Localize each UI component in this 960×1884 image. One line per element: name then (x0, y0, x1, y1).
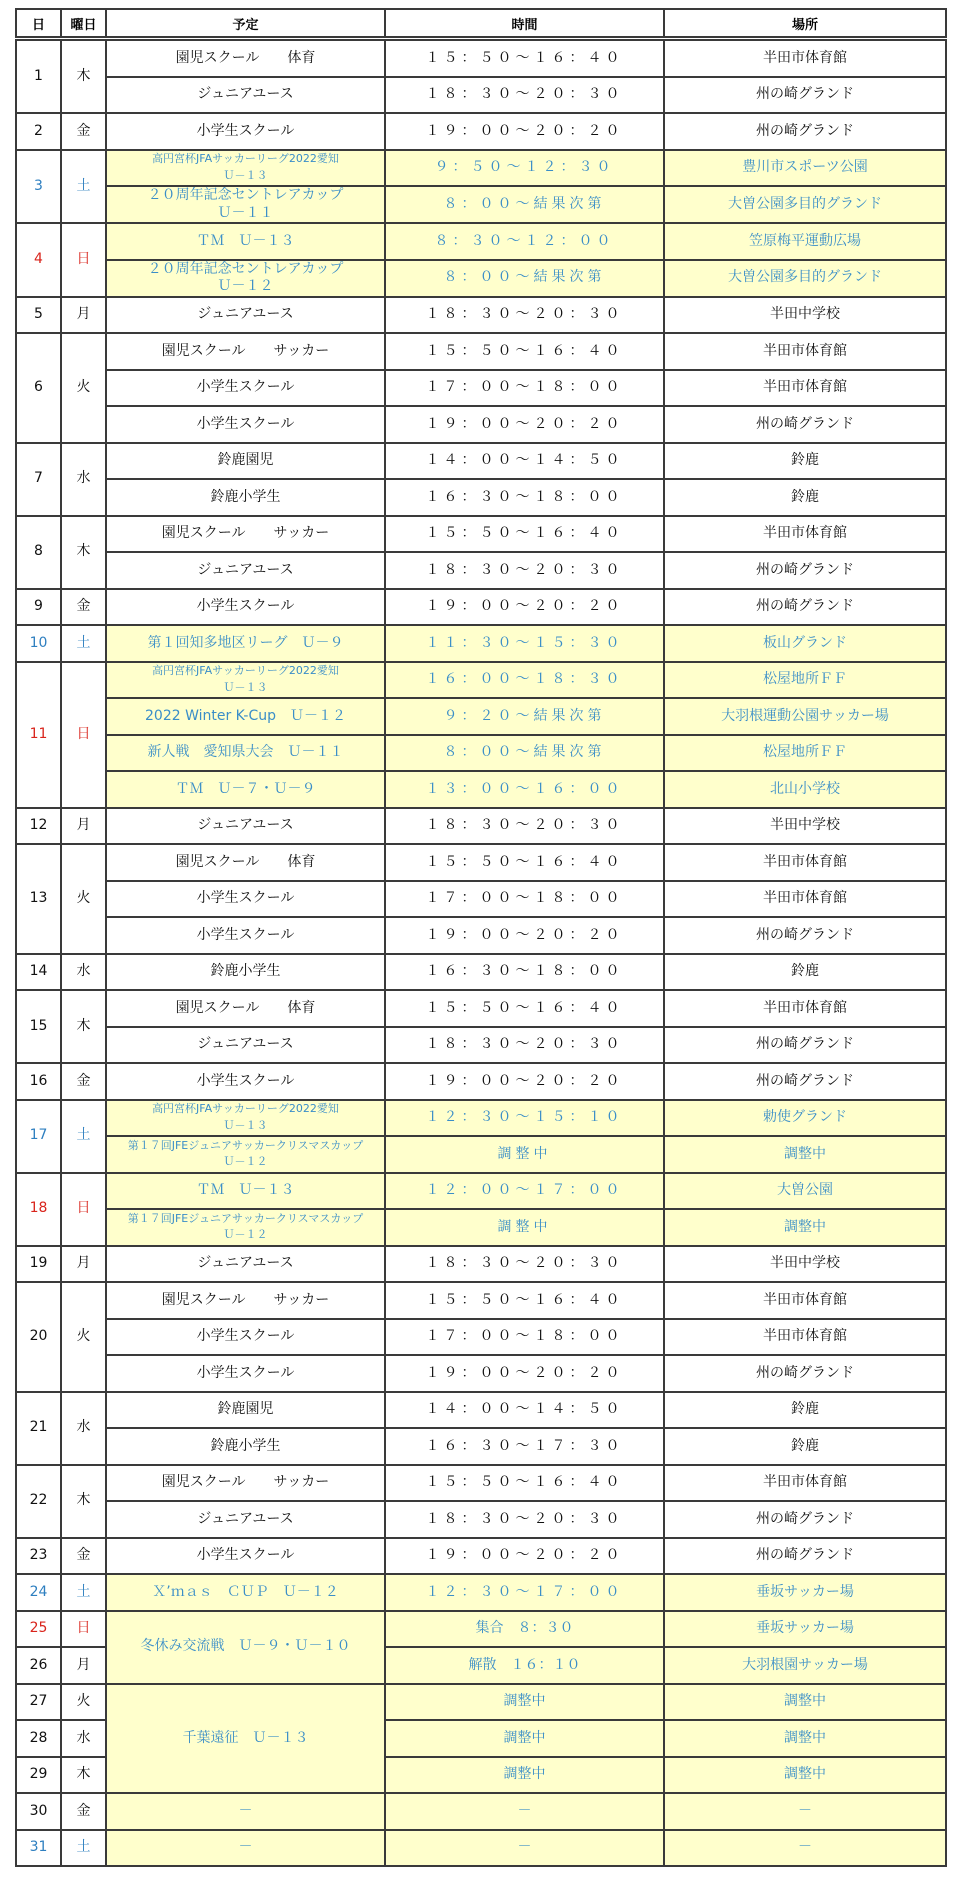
place-cell: 調整中 (664, 1720, 946, 1757)
table-row (16, 297, 946, 334)
schedule-cell: 鈴鹿小学生 (106, 954, 385, 991)
table-row (16, 223, 946, 260)
place-cell: 大曽公園多目的グランド (664, 260, 946, 297)
place-cell: 州の崎グランド (664, 1063, 946, 1100)
schedule-cell: ジュニアユース (106, 1027, 385, 1064)
day-cell: 8 (16, 516, 61, 589)
time-cell: １８：３０～２０：３０ (385, 77, 664, 114)
day-cell: 25 (16, 1611, 61, 1648)
schedule-cell: ジュニアユース (106, 297, 385, 334)
time-cell: 調整中 (385, 1757, 664, 1794)
day-cell: 4 (16, 223, 61, 297)
table-row (16, 917, 946, 954)
place-cell: 半田市体育館 (664, 990, 946, 1027)
place-cell: － (664, 1830, 946, 1867)
weekday-cell: 土 (61, 1574, 106, 1611)
table-row (16, 1465, 946, 1502)
table-row (16, 1830, 946, 1867)
schedule-cell: ２０周年記念セントレアカップ Ｕ－１１ (106, 186, 385, 223)
schedule-table-container (15, 8, 947, 1867)
place-cell: 州の崎グランド (664, 552, 946, 589)
weekday-cell: 水 (61, 954, 106, 991)
weekday-cell: 月 (61, 297, 106, 334)
weekday-cell: 火 (61, 844, 106, 954)
day-cell: 31 (16, 1830, 61, 1867)
table-row (16, 990, 946, 1027)
weekday-cell: 金 (61, 1063, 106, 1100)
table-row (16, 1574, 946, 1611)
day-cell: 10 (16, 625, 61, 662)
place-cell: 鈴鹿 (664, 479, 946, 516)
place-cell: 州の崎グランド (664, 589, 946, 626)
time-cell: １８：３０～２０：３０ (385, 808, 664, 845)
place-cell: 州の崎グランド (664, 1027, 946, 1064)
place-cell: 半田市体育館 (664, 844, 946, 881)
day-cell: 20 (16, 1282, 61, 1392)
weekday-cell: 月 (61, 1246, 106, 1283)
table-row (16, 516, 946, 553)
table-row (16, 1793, 946, 1830)
time-cell: ８：００～結果次第 (385, 735, 664, 772)
day-cell: 30 (16, 1793, 61, 1830)
day-cell: 15 (16, 990, 61, 1063)
schedule-cell: ジュニアユース (106, 77, 385, 114)
time-cell: １９：００～２０：２０ (385, 406, 664, 443)
table-row (16, 443, 946, 480)
schedule-cell: 小学生スクール (106, 589, 385, 626)
weekday-cell: 火 (61, 1684, 106, 1721)
table-row (16, 39, 946, 77)
day-cell: 5 (16, 297, 61, 334)
place-cell: － (664, 1793, 946, 1830)
place-cell: 調整中 (664, 1757, 946, 1794)
schedule-cell: 冬休み交流戦 Ｕ－９・Ｕ－１０ (106, 1611, 385, 1684)
time-cell: 調整中 (385, 1720, 664, 1757)
schedule-cell: － (106, 1830, 385, 1867)
place-cell: 鈴鹿 (664, 1428, 946, 1465)
table-row (16, 1282, 946, 1319)
time-cell: １５：５０～１６：４０ (385, 1465, 664, 1502)
schedule-cell: ＴＭ Ｕ－１３ (106, 1173, 385, 1210)
schedule-cell: 小学生スクール (106, 1538, 385, 1575)
place-cell: 大曽公園 (664, 1173, 946, 1210)
header-time: 時間 (385, 9, 664, 39)
place-cell: 半田市体育館 (664, 370, 946, 407)
table-row (16, 77, 946, 114)
place-cell: 北山小学校 (664, 771, 946, 808)
place-cell: 半田市体育館 (664, 1319, 946, 1356)
schedule-cell: 小学生スクール (106, 113, 385, 150)
place-cell: 州の崎グランド (664, 1538, 946, 1575)
time-cell: － (385, 1830, 664, 1867)
time-cell: 集合 ８：３０ (385, 1611, 664, 1648)
schedule-cell: 鈴鹿小学生 (106, 479, 385, 516)
day-cell: 21 (16, 1392, 61, 1465)
table-row (16, 552, 946, 589)
time-cell: ９：５０～１２：３０ (385, 150, 664, 187)
day-cell: 11 (16, 662, 61, 808)
schedule-cell: － (106, 1793, 385, 1830)
place-cell: 半田市体育館 (664, 516, 946, 553)
day-cell: 19 (16, 1246, 61, 1283)
time-cell: １６：３０～１８：００ (385, 479, 664, 516)
day-cell: 12 (16, 808, 61, 845)
place-cell: 半田市体育館 (664, 333, 946, 370)
schedule-cell: 園児スクール 体育 (106, 844, 385, 881)
time-cell: １５：５０～１６：４０ (385, 333, 664, 370)
table-row (16, 1063, 946, 1100)
schedule-cell: 新人戦 愛知県大会 Ｕ－１１ (106, 735, 385, 772)
table-row (16, 1136, 946, 1173)
weekday-cell: 土 (61, 1100, 106, 1173)
place-cell: 州の崎グランド (664, 77, 946, 114)
place-cell: 鈴鹿 (664, 1392, 946, 1429)
weekday-cell: 木 (61, 516, 106, 589)
time-cell: １３：００～１６：００ (385, 771, 664, 808)
table-row (16, 479, 946, 516)
schedule-cell: 高円宮杯JFAサッカーリーグ2022愛知 Ｕ－１３ (106, 1100, 385, 1137)
weekday-cell: 日 (61, 1611, 106, 1648)
time-cell: １８：３０～２０：３０ (385, 297, 664, 334)
header-schedule: 予定 (106, 9, 385, 39)
schedule-cell: 園児スクール 体育 (106, 990, 385, 1027)
weekday-cell: 火 (61, 1282, 106, 1392)
weekday-cell: 木 (61, 990, 106, 1063)
schedule-cell: ２０周年記念セントレアカップ Ｕ－１２ (106, 260, 385, 297)
place-cell: 半田市体育館 (664, 1282, 946, 1319)
day-cell: 26 (16, 1647, 61, 1684)
table-row (16, 260, 946, 297)
time-cell: １６：３０～１８：００ (385, 954, 664, 991)
time-cell: １７：００～１８：００ (385, 370, 664, 407)
place-cell: 調整中 (664, 1209, 946, 1246)
place-cell: 州の崎グランド (664, 917, 946, 954)
weekday-cell: 金 (61, 1538, 106, 1575)
schedule-cell: 小学生スクール (106, 1319, 385, 1356)
schedule-cell: 小学生スクール (106, 1063, 385, 1100)
place-cell: 鈴鹿 (664, 954, 946, 991)
table-row (16, 954, 946, 991)
table-row (16, 771, 946, 808)
schedule-cell: Ｘ’ｍａｓ ＣＵＰ Ｕ－１２ (106, 1574, 385, 1611)
time-cell: １９：００～２０：２０ (385, 1355, 664, 1392)
day-cell: 6 (16, 333, 61, 443)
place-cell: 半田市体育館 (664, 881, 946, 918)
place-cell: 半田市体育館 (664, 1465, 946, 1502)
place-cell: 州の崎グランド (664, 113, 946, 150)
place-cell: 大曽公園多目的グランド (664, 186, 946, 223)
table-row (16, 150, 946, 187)
day-cell: 1 (16, 39, 61, 114)
time-cell: １８：３０～２０：３０ (385, 1027, 664, 1064)
weekday-cell: 金 (61, 113, 106, 150)
schedule-cell: 園児スクール サッカー (106, 1282, 385, 1319)
place-cell: 州の崎グランド (664, 1501, 946, 1538)
place-cell: 垂坂サッカー場 (664, 1611, 946, 1648)
day-cell: 18 (16, 1173, 61, 1246)
time-cell: １５：５０～１６：４０ (385, 516, 664, 553)
weekday-cell: 金 (61, 1793, 106, 1830)
time-cell: １７：００～１８：００ (385, 881, 664, 918)
table-row (16, 1611, 946, 1648)
table-row (16, 735, 946, 772)
time-cell: １７：００～１８：００ (385, 1319, 664, 1356)
time-cell: １８：３０～２０：３０ (385, 1501, 664, 1538)
table-row (16, 1392, 946, 1429)
time-cell: １２：３０～１５：１０ (385, 1100, 664, 1137)
weekday-cell: 水 (61, 1392, 106, 1465)
time-cell: １２：３０～１７：００ (385, 1574, 664, 1611)
time-cell: 調整中 (385, 1136, 664, 1173)
schedule-cell: 小学生スクール (106, 406, 385, 443)
table-row (16, 1684, 946, 1721)
schedule-cell: 小学生スクール (106, 1355, 385, 1392)
time-cell: １９：００～２０：２０ (385, 589, 664, 626)
table-row (16, 589, 946, 626)
table-row (16, 844, 946, 881)
time-cell: － (385, 1793, 664, 1830)
header-day: 日 (16, 9, 61, 39)
weekday-cell: 火 (61, 333, 106, 443)
time-cell: １５：５０～１６：４０ (385, 1282, 664, 1319)
time-cell: 調整中 (385, 1684, 664, 1721)
schedule-cell: 高円宮杯JFAサッカーリーグ2022愛知 Ｕ－１３ (106, 662, 385, 699)
table-row (16, 1173, 946, 1210)
header-row (16, 9, 946, 39)
place-cell: 笠原梅平運動広場 (664, 223, 946, 260)
schedule-cell: 第１回知多地区リーグ Ｕ－９ (106, 625, 385, 662)
weekday-cell: 水 (61, 1720, 106, 1757)
table-row (16, 1319, 946, 1356)
time-cell: １８：３０～２０：３０ (385, 1246, 664, 1283)
place-cell: 大羽根園サッカー場 (664, 1647, 946, 1684)
time-cell: １８：３０～２０：３０ (385, 552, 664, 589)
schedule-cell: ジュニアユース (106, 1246, 385, 1283)
time-cell: １１：３０～１５：３０ (385, 625, 664, 662)
place-cell: 半田中学校 (664, 297, 946, 334)
weekday-cell: 土 (61, 150, 106, 224)
table-row (16, 698, 946, 735)
place-cell: 半田市体育館 (664, 39, 946, 77)
time-cell: １６：３０～１７：３０ (385, 1428, 664, 1465)
weekday-cell: 日 (61, 1173, 106, 1246)
table-row (16, 113, 946, 150)
time-cell: １９：００～２０：２０ (385, 1063, 664, 1100)
day-cell: 17 (16, 1100, 61, 1173)
place-cell: 垂坂サッカー場 (664, 1574, 946, 1611)
table-row (16, 1355, 946, 1392)
schedule-cell: 鈴鹿園児 (106, 443, 385, 480)
weekday-cell: 金 (61, 589, 106, 626)
place-cell: 鈴鹿 (664, 443, 946, 480)
day-cell: 22 (16, 1465, 61, 1538)
table-row (16, 1428, 946, 1465)
time-cell: １９：００～２０：２０ (385, 113, 664, 150)
table-row (16, 625, 946, 662)
day-cell: 14 (16, 954, 61, 991)
schedule-cell: 園児スクール サッカー (106, 333, 385, 370)
schedule-cell: 第１７回JFEジュニアサッカークリスマスカップ Ｕ－１２ (106, 1209, 385, 1246)
table-row (16, 662, 946, 699)
table-row (16, 1246, 946, 1283)
day-cell: 24 (16, 1574, 61, 1611)
time-cell: １９：００～２０：２０ (385, 1538, 664, 1575)
place-cell: 州の崎グランド (664, 1355, 946, 1392)
time-cell: １５：５０～１６：４０ (385, 990, 664, 1027)
day-cell: 27 (16, 1684, 61, 1721)
place-cell: 半田中学校 (664, 1246, 946, 1283)
day-cell: 28 (16, 1720, 61, 1757)
table-row (16, 186, 946, 223)
weekday-cell: 日 (61, 223, 106, 297)
schedule-cell: ＴＭ Ｕ－１３ (106, 223, 385, 260)
place-cell: 大羽根運動公園サッカー場 (664, 698, 946, 735)
time-cell: １６：００～１８：３０ (385, 662, 664, 699)
table-row (16, 1538, 946, 1575)
place-cell: 板山グランド (664, 625, 946, 662)
place-cell: 豊川市スポーツ公園 (664, 150, 946, 187)
place-cell: 調整中 (664, 1684, 946, 1721)
schedule-cell: 小学生スクール (106, 881, 385, 918)
december-schedule-table (15, 8, 947, 1867)
schedule-cell: 2022 Winter K-Cup Ｕ－１２ (106, 698, 385, 735)
day-cell: 13 (16, 844, 61, 954)
place-cell: 松屋地所ＦＦ (664, 735, 946, 772)
weekday-cell: 木 (61, 39, 106, 114)
schedule-cell: 第１７回JFEジュニアサッカークリスマスカップ Ｕ－１２ (106, 1136, 385, 1173)
header-place: 場所 (664, 9, 946, 39)
weekday-cell: 土 (61, 625, 106, 662)
schedule-cell: 千葉遠征 Ｕ－１３ (106, 1684, 385, 1794)
weekday-cell: 月 (61, 1647, 106, 1684)
time-cell: ８：００～結果次第 (385, 260, 664, 297)
day-cell: 3 (16, 150, 61, 224)
weekday-cell: 日 (61, 662, 106, 808)
day-cell: 9 (16, 589, 61, 626)
time-cell: ９：２０～結果次第 (385, 698, 664, 735)
schedule-cell: 小学生スクール (106, 370, 385, 407)
weekday-cell: 木 (61, 1757, 106, 1794)
table-row (16, 808, 946, 845)
day-cell: 16 (16, 1063, 61, 1100)
place-cell: 勅使グランド (664, 1100, 946, 1137)
time-cell: １９：００～２０：２０ (385, 917, 664, 954)
table-row (16, 370, 946, 407)
time-cell: １４：００～１４：５０ (385, 1392, 664, 1429)
table-row (16, 1209, 946, 1246)
day-cell: 2 (16, 113, 61, 150)
weekday-cell: 水 (61, 443, 106, 516)
table-row (16, 1027, 946, 1064)
schedule-cell: 高円宮杯JFAサッカーリーグ2022愛知 Ｕ－１３ (106, 150, 385, 187)
table-row (16, 333, 946, 370)
time-cell: １５：５０～１６：４０ (385, 39, 664, 77)
day-cell: 23 (16, 1538, 61, 1575)
place-cell: 松屋地所ＦＦ (664, 662, 946, 699)
schedule-cell: ＴＭ Ｕ－７・Ｕ－９ (106, 771, 385, 808)
schedule-cell: 鈴鹿小学生 (106, 1428, 385, 1465)
time-cell: ８：３０～１２：００ (385, 223, 664, 260)
schedule-cell: 園児スクール 体育 (106, 39, 385, 77)
time-cell: 解散 １６：１０ (385, 1647, 664, 1684)
table-row (16, 1100, 946, 1137)
day-cell: 29 (16, 1757, 61, 1794)
place-cell: 州の崎グランド (664, 406, 946, 443)
place-cell: 半田中学校 (664, 808, 946, 845)
schedule-cell: 園児スクール サッカー (106, 516, 385, 553)
schedule-cell: 小学生スクール (106, 917, 385, 954)
day-cell: 7 (16, 443, 61, 516)
schedule-cell: 園児スクール サッカー (106, 1465, 385, 1502)
time-cell: １５：５０～１６：４０ (385, 844, 664, 881)
weekday-cell: 月 (61, 808, 106, 845)
schedule-cell: ジュニアユース (106, 1501, 385, 1538)
header-weekday: 曜日 (61, 9, 106, 39)
weekday-cell: 土 (61, 1830, 106, 1867)
table-row (16, 1501, 946, 1538)
time-cell: １４：００～１４：５０ (385, 443, 664, 480)
table-row (16, 406, 946, 443)
place-cell: 調整中 (664, 1136, 946, 1173)
time-cell: 調整中 (385, 1209, 664, 1246)
table-row (16, 881, 946, 918)
schedule-cell: ジュニアユース (106, 808, 385, 845)
schedule-cell: 鈴鹿園児 (106, 1392, 385, 1429)
schedule-body (16, 39, 946, 1867)
weekday-cell: 木 (61, 1465, 106, 1538)
time-cell: ８：００～結果次第 (385, 186, 664, 223)
schedule-cell: ジュニアユース (106, 552, 385, 589)
time-cell: １２：００～１７：００ (385, 1173, 664, 1210)
